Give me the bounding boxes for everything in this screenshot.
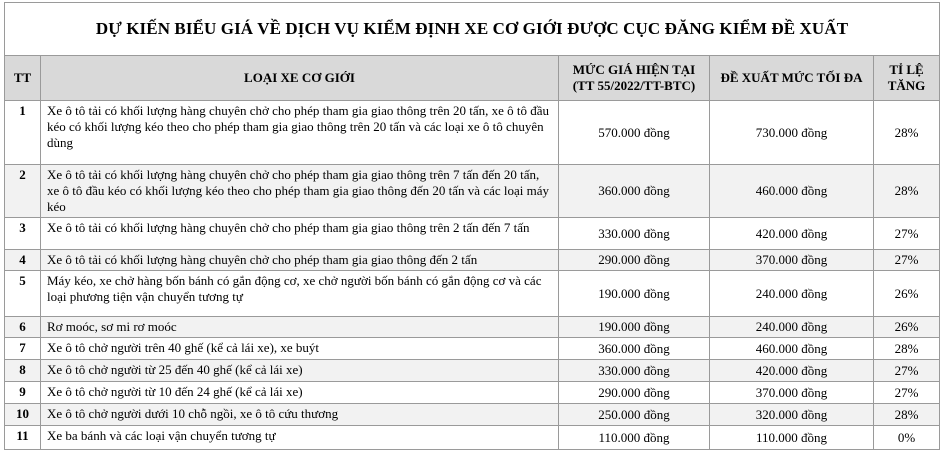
vehicle-type-cell: Xe ô tô tải có khối lượng hàng chuyên chở cho phép tham gia giao thông trên 2 tấn đến 7 tấn — [41, 218, 559, 250]
increase-rate-cell: 27% — [874, 382, 940, 404]
header-increase-rate: TỈ LỆ TĂNG — [874, 56, 940, 101]
row-number: 9 — [5, 382, 41, 404]
proposed-price-cell: 460.000 đồng — [710, 165, 874, 218]
current-price-cell: 360.000 đồng — [559, 165, 710, 218]
vehicle-type-cell: Xe ba bánh và các loại vận chuyển tương tự — [41, 426, 559, 450]
increase-rate-cell: 27% — [874, 218, 940, 250]
table-row — [5, 165, 940, 218]
table-title: DỰ KIẾN BIỂU GIÁ VỀ DỊCH VỤ KIỂM ĐỊNH XE CƠ GIỚI ĐƯỢC CỤC ĐĂNG KIỂM ĐỀ XUẤT — [5, 3, 940, 56]
increase-rate-cell: 28% — [874, 404, 940, 426]
increase-rate-cell: 26% — [874, 317, 940, 338]
row-number: 3 — [5, 218, 41, 250]
current-price-cell: 360.000 đồng — [559, 338, 710, 360]
row-number: 7 — [5, 338, 41, 360]
vehicle-type-cell: Máy kéo, xe chở hàng bốn bánh có gắn động cơ, xe chở người bốn bánh có gắn động cơ và các loại phương tiện vận chuyển tương tự — [41, 271, 559, 317]
vehicle-type-cell: Xe ô tô tải có khối lượng hàng chuyên chở cho phép tham gia giao thông trên 20 tấn, xe ô tô đầu kéo có khối lượng kéo theo cho phép tham gia giao thông trên 20 tấn và các loại xe ô tô chuyên dùng — [41, 101, 559, 165]
row-number: 4 — [5, 250, 41, 271]
header-row — [5, 56, 940, 101]
header-proposed-price: ĐỀ XUẤT MỨC TỐI ĐA — [710, 56, 874, 101]
vehicle-type-cell: Xe ô tô tải có khối lượng hàng chuyên chở cho phép tham gia giao thông đến 2 tấn — [41, 250, 559, 271]
increase-rate-cell: 27% — [874, 250, 940, 271]
current-price-cell: 190.000 đồng — [559, 271, 710, 317]
proposed-price-cell: 370.000 đồng — [710, 250, 874, 271]
increase-rate-cell: 0% — [874, 426, 940, 450]
proposed-price-cell: 320.000 đồng — [710, 404, 874, 426]
row-number: 11 — [5, 426, 41, 450]
header-vehicle-type: LOẠI XE CƠ GIỚI — [41, 56, 559, 101]
proposed-price-cell: 460.000 đồng — [710, 338, 874, 360]
vehicle-type-cell: Xe ô tô tải có khối lượng hàng chuyên chở cho phép tham gia giao thông trên 7 tấn đến 20 tấn, xe ô tô đầu kéo có khối lượng kéo theo cho phép tham gia giao thông đến 20 tấn và các loại máy kéo — [41, 165, 559, 218]
proposed-price-cell: 110.000 đồng — [710, 426, 874, 450]
row-number: 5 — [5, 271, 41, 317]
table-row — [5, 218, 940, 250]
current-price-cell: 330.000 đồng — [559, 218, 710, 250]
row-number: 6 — [5, 317, 41, 338]
header-current-price: MỨC GIÁ HIỆN TẠI (TT 55/2022/TT-BTC) — [559, 56, 710, 101]
proposed-price-cell: 240.000 đồng — [710, 317, 874, 338]
table-row — [5, 271, 940, 317]
proposed-price-cell: 420.000 đồng — [710, 218, 874, 250]
title-row — [5, 3, 940, 56]
vehicle-type-cell: Xe ô tô chở người từ 10 đến 24 ghế (kể cả lái xe) — [41, 382, 559, 404]
table-row — [5, 426, 940, 450]
increase-rate-cell: 28% — [874, 165, 940, 218]
row-number: 2 — [5, 165, 41, 218]
increase-rate-cell: 27% — [874, 360, 940, 382]
table-row — [5, 317, 940, 338]
table-row — [5, 250, 940, 271]
proposed-price-cell: 370.000 đồng — [710, 382, 874, 404]
table-row — [5, 404, 940, 426]
table-row — [5, 338, 940, 360]
increase-rate-cell: 26% — [874, 271, 940, 317]
table-row — [5, 360, 940, 382]
current-price-cell: 290.000 đồng — [559, 382, 710, 404]
increase-rate-cell: 28% — [874, 338, 940, 360]
proposed-price-cell: 730.000 đồng — [710, 101, 874, 165]
vehicle-type-cell: Xe ô tô chở người dưới 10 chỗ ngồi, xe ô tô cứu thương — [41, 404, 559, 426]
proposed-price-cell: 240.000 đồng — [710, 271, 874, 317]
increase-rate-cell: 28% — [874, 101, 940, 165]
vehicle-type-cell: Xe ô tô chở người từ 25 đến 40 ghế (kể cả lái xe) — [41, 360, 559, 382]
table-row — [5, 382, 940, 404]
proposed-price-cell: 420.000 đồng — [710, 360, 874, 382]
header-tt: TT — [5, 56, 41, 101]
current-price-cell: 570.000 đồng — [559, 101, 710, 165]
vehicle-type-cell: Xe ô tô chở người trên 40 ghế (kể cả lái xe), xe buýt — [41, 338, 559, 360]
current-price-cell: 110.000 đồng — [559, 426, 710, 450]
current-price-cell: 330.000 đồng — [559, 360, 710, 382]
current-price-cell: 290.000 đồng — [559, 250, 710, 271]
current-price-cell: 250.000 đồng — [559, 404, 710, 426]
table-row — [5, 101, 940, 165]
vehicle-type-cell: Rơ moóc, sơ mi rơ moóc — [41, 317, 559, 338]
row-number: 8 — [5, 360, 41, 382]
price-table — [4, 2, 940, 450]
current-price-cell: 190.000 đồng — [559, 317, 710, 338]
row-number: 10 — [5, 404, 41, 426]
row-number: 1 — [5, 101, 41, 165]
